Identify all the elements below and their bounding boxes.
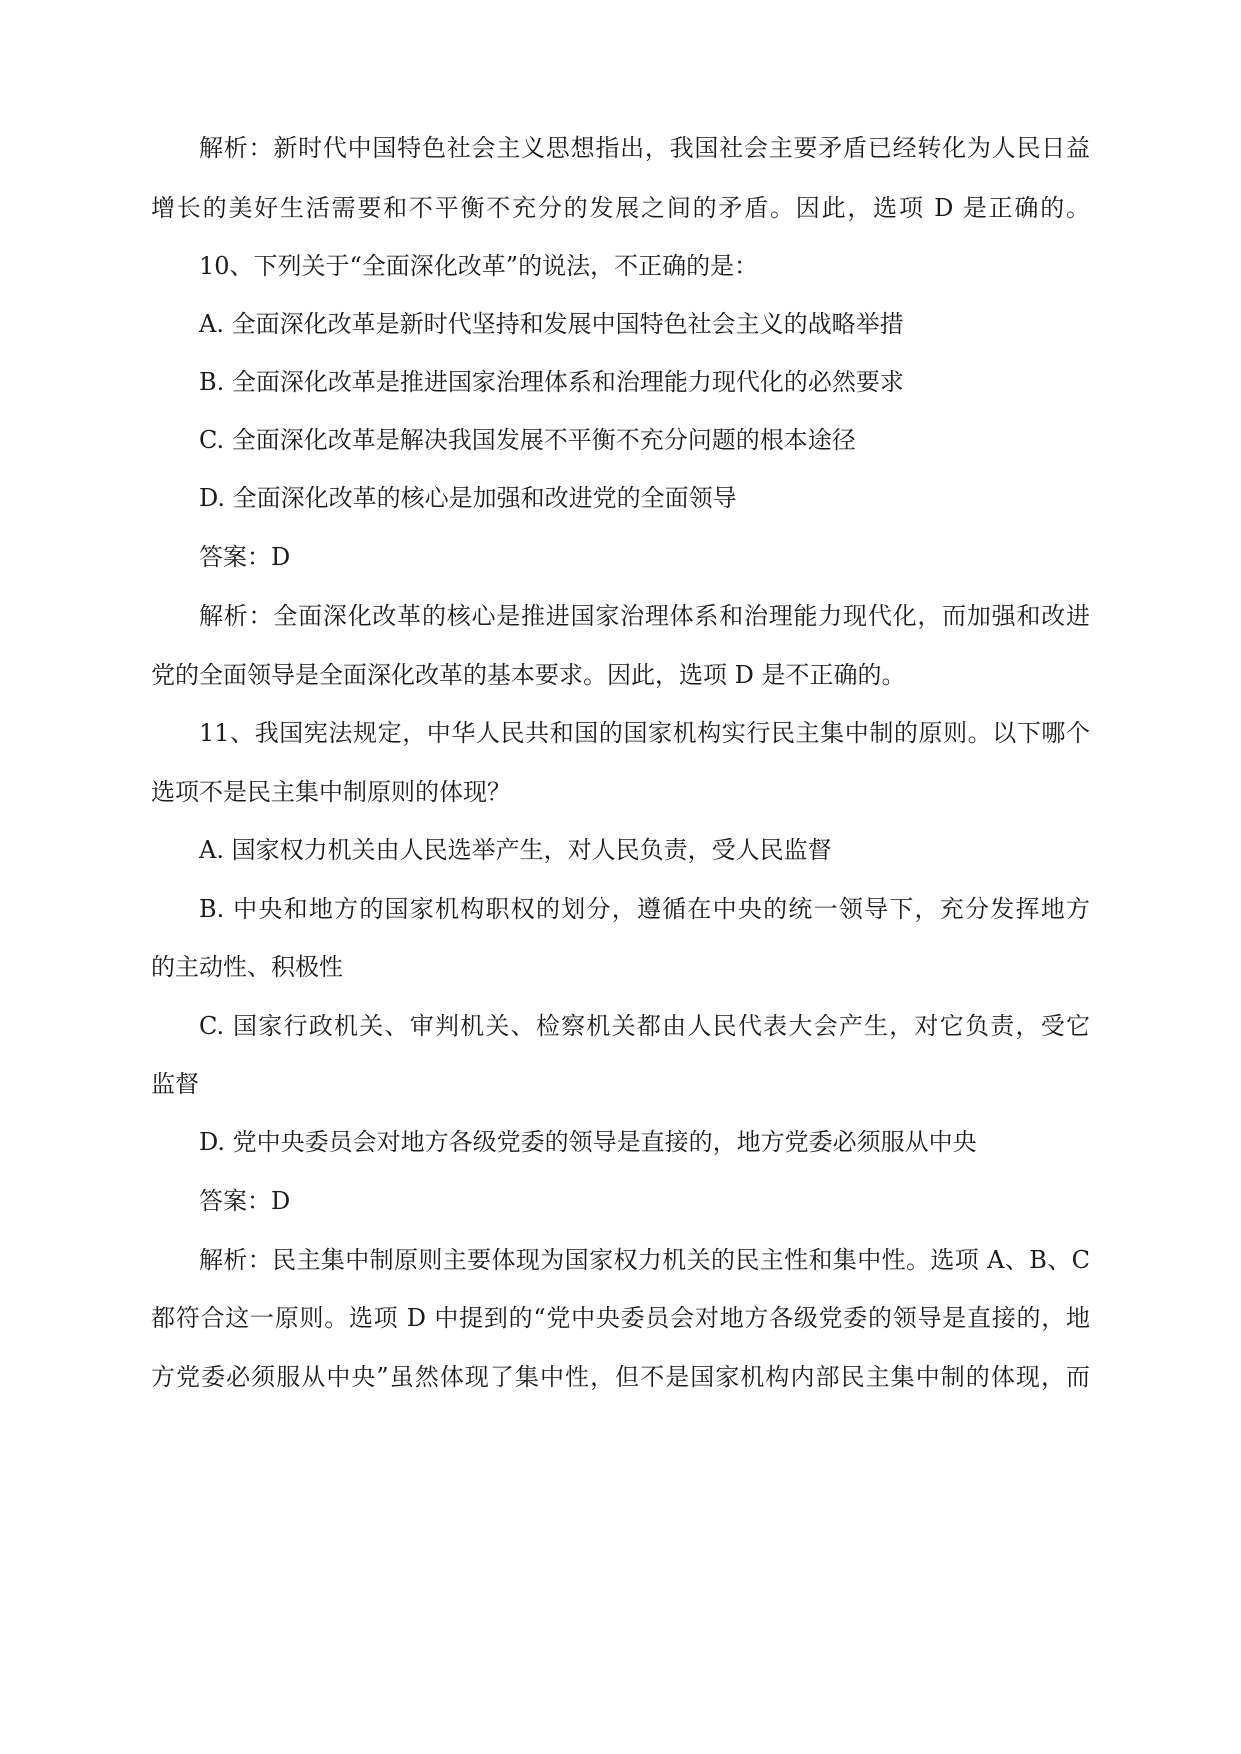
question-11-option-d: D. 党中央委员会对地方各级党委的领导是直接的，地方党委必须服从中央 [199,1128,977,1156]
question-10-analysis-line-1: 解析：全面深化改革的核心是推进国家治理体系和治理能力现代化，而加强和改进 [199,602,1090,630]
analysis-9-line-1: 解析：新时代中国特色社会主义思想指出，我国社会主要矛盾已经转化为人民日益 [199,134,1090,162]
question-11-answer: 答案：D [199,1187,291,1215]
analysis-9-line-2: 增长的美好生活需要和不平衡不充分的发展之间的矛盾。因此，选项 D 是正确的。 [151,194,1090,222]
question-10-option-d: D. 全面深化改革的核心是加强和改进党的全面领导 [199,484,737,512]
question-11-option-b-line-2: 的主动性、积极性 [151,953,343,981]
question-11-option-a: A. 国家权力机关由人民选举产生，对人民负责，受人民监督 [199,836,832,864]
question-11-analysis-line-2: 都符合这一原则。选项 D 中提到的“党中央委员会对地方各级党委的领导是直接的，地 [151,1304,1090,1332]
question-10-option-c: C. 全面深化改革是解决我国发展不平衡不充分问题的根本途径 [199,426,856,454]
question-10-analysis-line-2: 党的全面领导是全面深化改革的基本要求。因此，选项 D 是不正确的。 [151,661,906,689]
question-10-answer: 答案：D [199,543,291,571]
question-11-stem-line-1: 11、我国宪法规定，中华人民共和国的国家机构实行民主集中制的原则。以下哪个 [199,719,1090,747]
question-11-analysis-line-3: 方党委必须服从中央”虽然体现了集中性，但不是国家机构内部民主集中制的体现，而 [151,1363,1090,1391]
question-10-option-b: B. 全面深化改革是推进国家治理体系和治理能力现代化的必然要求 [199,368,904,396]
question-11-option-b-line-1: B. 中央和地方的国家机构职权的划分，遵循在中央的统一领导下，充分发挥地方 [199,895,1090,923]
question-11-option-c-line-2: 监督 [151,1070,199,1098]
question-10-stem: 10、下列关于“全面深化改革”的说法，不正确的是： [199,252,759,280]
question-11-stem-line-2: 选项不是民主集中制原则的体现？ [151,778,511,806]
question-10-option-a: A. 全面深化改革是新时代坚持和发展中国特色社会主义的战略举措 [199,310,904,338]
question-11-option-c-line-1: C. 国家行政机关、审判机关、检察机关都由人民代表大会产生，对它负责，受它 [199,1012,1090,1040]
question-11-analysis-line-1: 解析：民主集中制原则主要体现为国家权力机关的民主性和集中性。选项 A、B、C [199,1246,1090,1274]
